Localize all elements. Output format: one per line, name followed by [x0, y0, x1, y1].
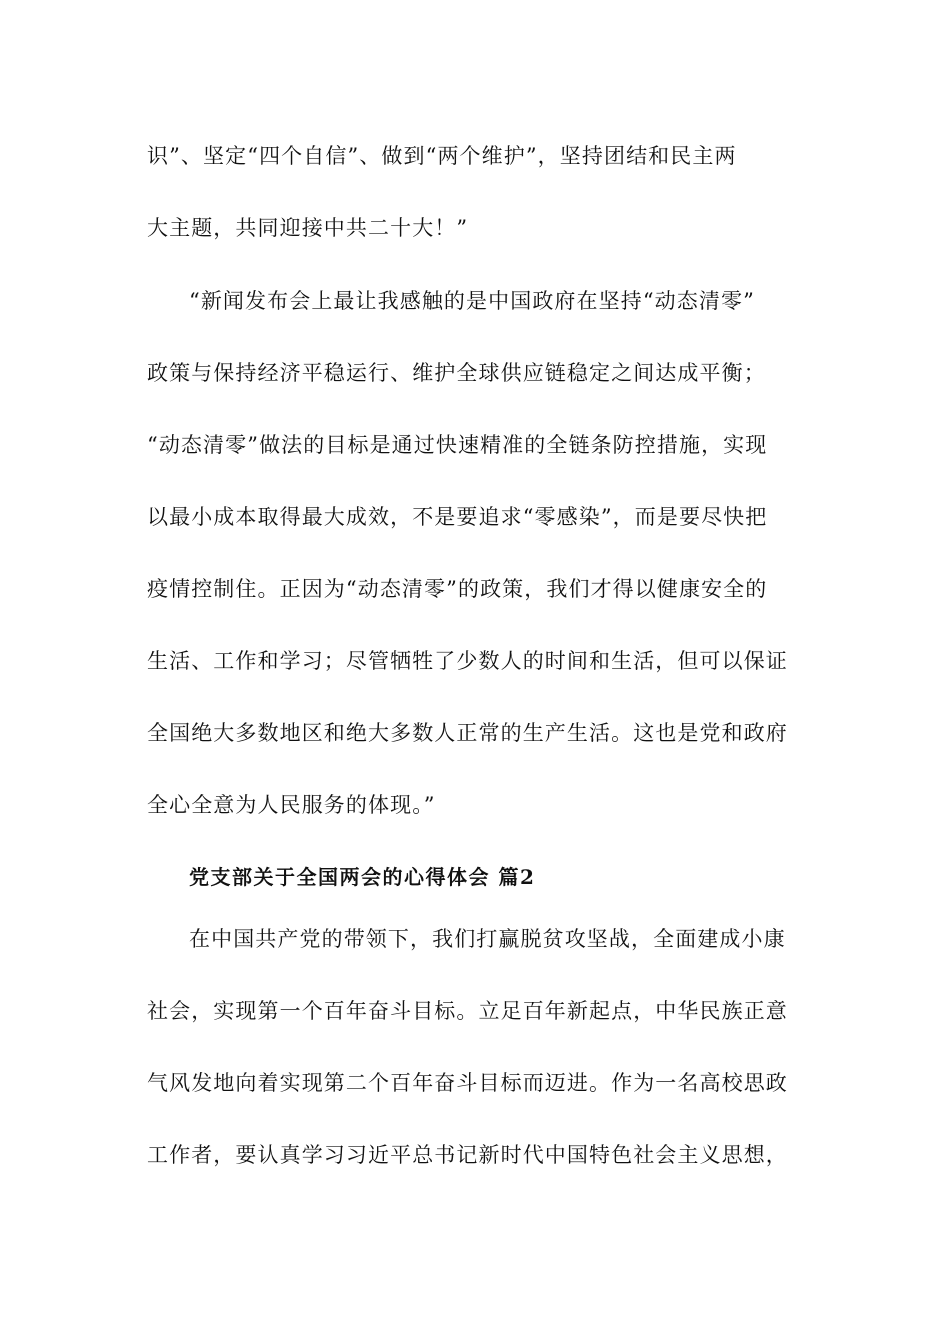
text-line: 全国绝大多数地区和绝大多数人正常的生产生活。这也是党和政府: [147, 721, 788, 745]
text-line: 疫情控制住。正因为“动态清零”的政策，我们才得以健康安全的: [147, 577, 768, 601]
text-line: 识”、坚定“四个自信”、做到“两个维护”，坚持团结和民主两: [147, 144, 737, 168]
text-line: 工作者，要认真学习习近平总书记新时代中国特色社会主义思想，: [147, 1143, 788, 1167]
text-line: 全心全意为人民服务的体现。”: [147, 793, 436, 817]
text-line: 社会，实现第一个百年奋斗目标。立足百年新起点，中华民族正意: [147, 999, 788, 1023]
text-line: 气风发地向着实现第二个百年奋斗目标而迈进。作为一名高校思政: [147, 1071, 788, 1095]
text-line: “新闻发布会上最让我感触的是中国政府在坚持“动态清零”: [189, 289, 755, 313]
text-line: 政策与保持经济平稳运行、维护全球供应链稳定之间达成平衡；: [147, 361, 766, 385]
text-line: 在中国共产党的带领下，我们打赢脱贫攻坚战，全面建成小康: [189, 927, 786, 951]
text-line: “动态清零”做法的目标是通过快速精准的全链条防控措施，实现: [147, 433, 768, 457]
section-heading: 党支部关于全国两会的心得体会 篇2: [189, 865, 536, 889]
text-line: 以最小成本取得最大成效，不是要追求“零感染”，而是要尽快把: [147, 505, 768, 529]
text-line: 大主题，共同迎接中共二十大！”: [147, 216, 469, 240]
text-line: 生活、工作和学习；尽管牺牲了少数人的时间和生活，但可以保证: [147, 649, 788, 673]
